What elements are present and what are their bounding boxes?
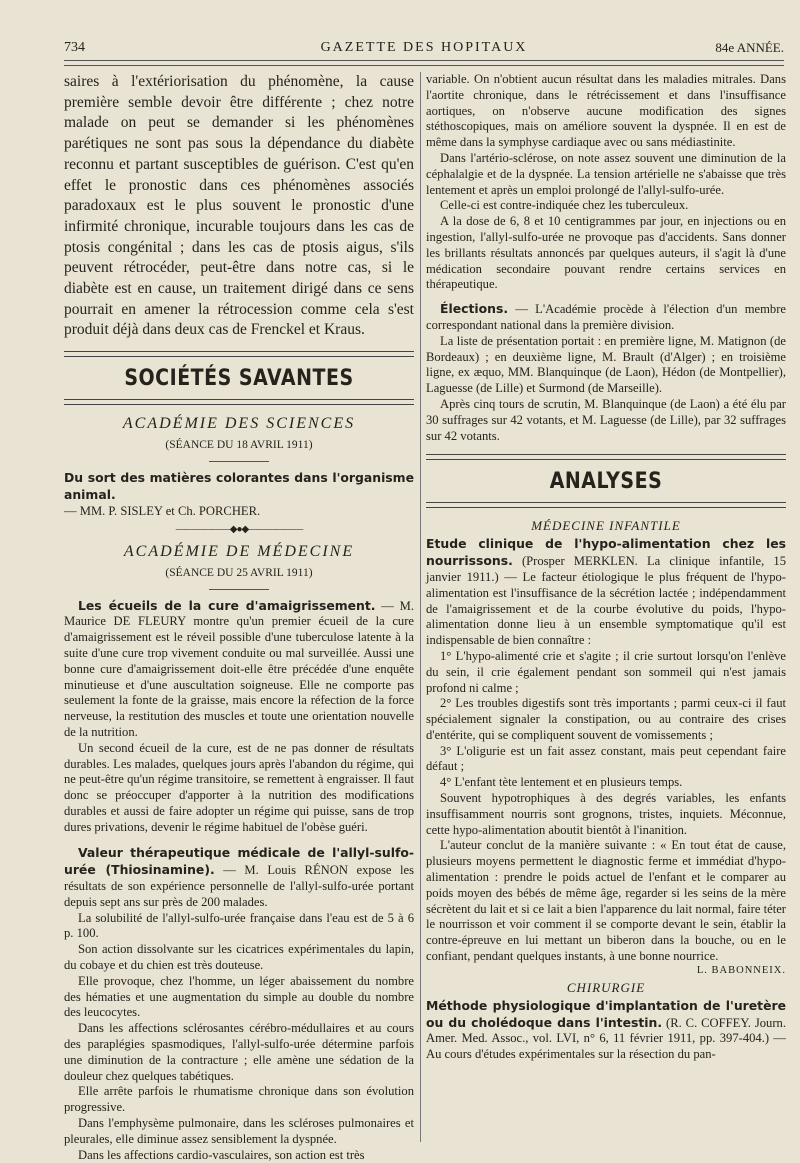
academy-medecine-title: ACADÉMIE DE MÉDECINE <box>123 542 355 560</box>
signature: L. BABONNEIX. <box>696 964 786 976</box>
section-title: SOCIÉTÉS SAVANTES <box>124 365 354 391</box>
methode-article <box>426 998 786 1063</box>
paragraph: La liste de présentation portait : en première ligne, M. Matignon (de Bordeaux) ; en deuxième ligne, M. Brault (d'Alger) ; en troisième ligne, ex æquo, MM. Blanquinque (de Laon), Hédon (de Montpellier), Laguesse (de Lille) et Surmond (de Marseille). <box>426 333 786 396</box>
seance-date: (SÉANCE DU 25 AVRIL 1911) <box>165 566 313 579</box>
allyl-continuation <box>426 72 786 444</box>
item-title: Les écueils de la cure d'amaigrissement. <box>78 597 376 613</box>
paragraph: 3° L'oligurie est un fait assez constant, mais peut cependant faire défaut ; <box>426 743 786 774</box>
hypo-article <box>426 536 786 976</box>
lead-article <box>64 72 414 341</box>
year-label: 84e ANNÉE. <box>715 40 784 55</box>
academy-sciences-title: ACADÉMIE DES SCIENCES <box>122 415 356 433</box>
item-title: Méthode physiologique d'implantation de l'uretère ou du cholédoque dans l'intestin. <box>426 997 786 1030</box>
lead-paragraph: saires à l'extériorisation du phénomène, la cause première semble devoir être différente ; chez notre malade on peut se demander si les phénomènes parétiques ne sont pas sous la dépendance du diabète reconnu et partant susceptibles de guérison. C'est qu'en effet le pronostic dans ces phénomènes associés paradoxaux est le plus souvent le pronostic d'une infirmité chronique, incurable toujours dans les cas de ptosis congénital ; dans les cas de ptosis aigus, s'ils peuvent rétrocéder, peut-être dans notre cas, si le diabète est en cause, un traitement dirigé dans ce sens pourrait en amener la rétrocession comme cela s'est produit déjà dans deux cas de Frenckel et Kraus. <box>64 73 414 339</box>
rubric-title: MÉDECINE INFANTILE <box>531 518 681 534</box>
left-column <box>64 72 414 1163</box>
paragraph: — M. Maurice DE FLEURY montre qu'un premier écueil de la cure d'amaigrissement est le réveil possible d'une tuberculose latente à la suite d'une cure trop vivement conduite ou mal surveillée. Aussi une bonne cure d'amaigrissement doit-elle être précédée d'une enquête minutieuse et d'une auscultation soigneuse. Elle ne comporte pas seulement la fonte de la graisse, mais encore la réfection de la force nerveuse, la restitution des muscles et toute une orientation nouvelle de la nutrition. <box>64 598 414 739</box>
paragraph: A la dose de 6, 8 et 10 centigrammes par jour, en injections ou en ingestion, l'allyl-sulfo-urée ne provoque pas d'accidents. Sans donner les brillants résultats annoncés par quelques auteurs, il s'agit là d'une médication secondaire pouvant rendre certains services en thérapeutique. <box>426 214 786 292</box>
header-rule <box>64 60 784 66</box>
cure-article <box>64 598 414 1163</box>
paragraph: Dans l'artério-sclérose, on note assez souvent une diminution de la céphalalgie et de la dyspnée. La tension artérielle ne s'abaisse que très lentement et après un emploi prolongé de l'allyl-sulfo-urée. <box>426 150 786 197</box>
page-number: 734 <box>64 40 85 55</box>
paragraph: Dans les affections sclérosantes cérébro-médullaires et au cours des paraplégies spasmodiques, l'allyl-sulfo-urée détermine parfois une diminution de la contracture ; elle amène une sédation de la douleur chez quelques tabétiques. <box>64 1021 414 1083</box>
short-rule <box>209 589 269 590</box>
ornament-divider: ——————◆●◆—————— <box>175 523 303 535</box>
item-title: Valeur thérapeutique médicale de l'allyl-sulfo-urée (Thiosinamine). <box>64 845 414 878</box>
paragraph: Dans l'emphysème pulmonaire, dans les scléroses pulmonaires et pleurales, elle diminue assez sensiblement la dyspnée. <box>64 1116 414 1146</box>
paragraph: — M. Louis RÉNON expose les résultats de son expérience personnelle de l'allyl-sulfo-urée portant depuis sept ans sur près de 200 malades. <box>64 863 414 909</box>
section-rule <box>64 399 414 405</box>
journal-title: GAZETTE DES HOPITAUX <box>320 40 528 55</box>
rubric-title: CHIRURGIE <box>566 979 646 995</box>
paragraph: L'auteur conclut de la manière suivante : « En tout état de cause, plusieurs moyens permettent le diagnostic ferme et immédiat d'hypo-alimentation : prendre le poids actuel de l'enfant et le comparer au poids moyen des bébés de même âge, regarder si les seins de la mère sécrètent du lait et si ce lait a bien l'apparence du lait normal, faire téter le nourrisson et voir comment il se comporte devant le sein, établir la contre-épreuve en lui mettant un biberon dans la bouche, ou en le confiant, pendant quelques instants, à une bonne nourrice. <box>426 838 786 964</box>
paragraph: Son action dissolvante sur les cicatrices expérimentales du lapin, du cobaye et du chien est très douteuse. <box>64 942 414 973</box>
paragraph: Un second écueil de la cure, est de ne pas donner de résultats durables. Les malades, quelques jours après l'abandon du régime, qui ne peut-être qu'un régime transitoire, se remettent à engraisser. Il faut donc se préoccuper d'apporter à la nutrition des modifications durables et aussi de faire adopter un régime qui puisse, sans de trop dures privations, devenir le régime habituel de l'obèse guéri. <box>64 740 414 834</box>
paragraph: — L'Académie procède à l'élection d'un membre correspondant national dans la première division. <box>426 302 786 332</box>
paragraph: variable. On n'obtient aucun résultat dans les maladies mitrales. Dans l'aortite chronique, dans le rétrécissement et dans l'insuffisance aortiques, on n'observe aucune modification des signes stéthoscopiques, mais on améliore souvent la dyspnée. Il en est de même dans la symphyse cardiaque avec ou sans médiastinite. <box>426 72 786 150</box>
column-separator <box>420 72 421 1142</box>
paragraph: Après cinq tours de scrutin, M. Blanquinque (de Laon) a été élu par 30 suffrages sur 42 votants, et M. Laguesse (de Lille), par 32 suffrages sur 42 votants. <box>426 396 786 443</box>
section-rule <box>426 454 786 460</box>
right-column <box>426 72 786 1063</box>
page-header <box>64 36 784 58</box>
sciences-item <box>64 470 414 519</box>
short-rule <box>209 461 269 462</box>
paragraph: Dans les affections cardio-vasculaires, son action est très <box>78 1147 365 1162</box>
paragraph: Elle provoque, chez l'homme, un léger abaissement du nombre des hématies et une augmentation du simple au double du nombre des leucocytes. <box>64 973 414 1020</box>
item-title: Du sort des matières colorantes dans l'organisme animal. <box>64 470 414 502</box>
item-authors: — MM. P. SISLEY et Ch. PORCHER. <box>64 503 261 518</box>
seance-date: (SÉANCE DU 18 AVRIL 1911) <box>165 439 313 452</box>
section-rule <box>426 502 786 508</box>
paragraph: La solubilité de l'allyl-sulfo-urée française dans l'eau est de 5 à 6 p. 100. <box>64 910 414 941</box>
paragraph: 1° L'hypo-alimenté crie et s'agite ; il crie surtout lorsqu'on l'enlève du sein, il crie également pendant son sommeil qui n'est jamais profond ni calme ; <box>426 648 786 695</box>
section-rule <box>64 351 414 357</box>
paragraph: Elle arrête parfois le rhumatisme chronique dans son évolution progressive. <box>64 1084 414 1115</box>
paragraph: 2° Les troubles digestifs sont très importants ; parmi ceux-ci il faut spécialement signaler la constipation, ou au contraire des crises d'entérite, qui se compliquent souvent de vomissements ; <box>426 696 786 742</box>
analyses-title: ANALYSES <box>549 468 663 494</box>
paragraph: (R. C. COFFEY. Journ. Amer. Med. Assoc., vol. LVI, n° 6, 11 février 1911, pp. 397-404.) — Au cours d'études expérimentales sur la résection du pan- <box>426 1015 786 1062</box>
paragraph: Celle-ci est contre-indiquée chez les tuberculeux. <box>440 198 689 213</box>
item-title: Élections. <box>440 301 509 317</box>
paragraph: Souvent hypotrophiques à des degrés variables, les enfants insuffisamment nourris sont grognons, tristes, inquiets. Méconnue, cette hypo-alimentation aboutit bientôt à l'inanition. <box>426 791 786 837</box>
item-title: Etude clinique de l'hypo-alimentation chez les nourrissons. <box>426 536 786 569</box>
paragraph: (Prosper MERKLEN. La clinique infantile, 15 janvier 1911.) — Le facteur étiologique le plus fréquent de l'hypo-alimentation est l'insuffisance de la sécrétion lactée ; indépendamment de l'amaigrissement et de la courbe évolutive du poids, l'hypo-alimentation donne lieu à un ensemble symptomatique qu'il est indispensable de bien connaître : <box>426 554 787 648</box>
paragraph: 4° L'enfant tète lentement et en plusieurs temps. <box>440 775 683 790</box>
